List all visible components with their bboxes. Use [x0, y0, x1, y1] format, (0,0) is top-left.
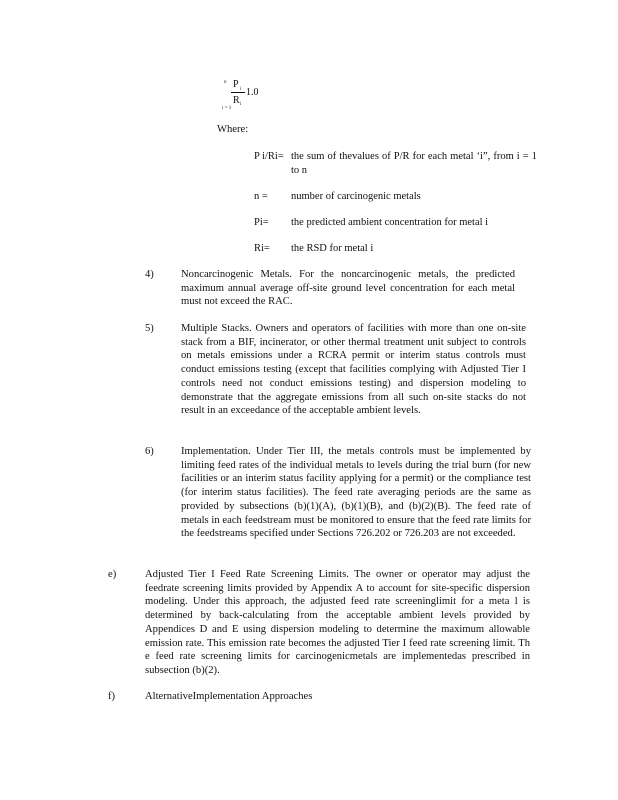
formula-numerator-sub: i: [240, 87, 242, 92]
definition-text: the predicted ambient concentration for metal i: [291, 217, 489, 228]
item-text: Multiple Stacks. Owners and operators of facilities with more than one on-site stack from a BIF, incinerator, or other thermal treatment unit subject to controls on metals emissions under a RCRA permit or interim status controls must conduct emissions testing (except that facilities complying with Adjusted Tier I controls need not conduct emissions testing) and dispersion modeling to demonstrate that the aggregate emissions from all such on-site stacks do not result in an exceedance of the acceptable ambient levels.: [181, 323, 526, 417]
definition-text: number of carcinogenic metals: [291, 191, 421, 202]
definition-term: P i/Ri=: [254, 151, 284, 162]
where-label: Where:: [217, 124, 249, 135]
definition-term: n =: [254, 191, 268, 202]
formula-numerator: P: [233, 79, 239, 90]
definition-term: Ri=: [254, 243, 270, 254]
formula-relation: 1.0: [246, 87, 259, 98]
item-text: Implementation. Under Tier III, the metals controls must be implemented by limiting feed rates of the individual metals to levels during the trial burn (for new facilities or an interim status facility applying for a permit) or the compliance test (for interim status facilities). The feed rate averaging periods are the same as provided by subsections (b)(1)(A), (b)(1)(B), and (b)(2)(B). The feed rate of metals in each feedstream must be monitored to ensure that the feed rate limits for the feedstreams specified under Sections 726.202 or 726.203 are not exceeded.: [181, 446, 531, 540]
formula-denominator-sub: i: [240, 102, 242, 107]
fraction-bar: [231, 92, 245, 93]
sum-upper-limit: n: [224, 80, 227, 85]
item-text: Noncarcinogenic Metals. For the noncarcinogenic metals, the predicted maximum annual average off-site ground level concentration for each metal must not exceed the RAC.: [181, 269, 515, 308]
summation-formula: [218, 76, 278, 110]
item-number: 6): [145, 446, 154, 457]
item-number: 4): [145, 269, 154, 280]
item-letter: f): [108, 691, 116, 702]
definition-text: the sum of thevalues of P/R for each metal ‘i”, from i = 1 to n: [291, 151, 537, 176]
item-number: 5): [145, 323, 154, 334]
formula-denominator: R: [233, 95, 240, 106]
definition-text: the RSD for metal i: [291, 243, 374, 254]
sum-lower-limit: i = 1: [222, 106, 232, 111]
item-letter: e): [108, 569, 117, 580]
item-text: Adjusted Tier I Feed Rate Screening Limits. The owner or operator may adjust the feedrate screening limits provided by Appendix A to account for site-specific dispersion modeling. Under this approach, the adjusted feed rate screeninglimit for a meta l is determined by back-calculating from the acceptable ambient levels provided by Appendices D and E using dispersion modeling to determine the maximum allowable emission rate. This emission rate becomes the adjusted Tier I feed rate screening limit. Th e feed rate screening limits for carcinogenicmetals are implementedas prescribed in subsection (b)(2).: [145, 569, 530, 676]
item-text: AlternativeImplementation Approaches: [145, 691, 313, 702]
definition-term: Pi=: [254, 217, 269, 228]
